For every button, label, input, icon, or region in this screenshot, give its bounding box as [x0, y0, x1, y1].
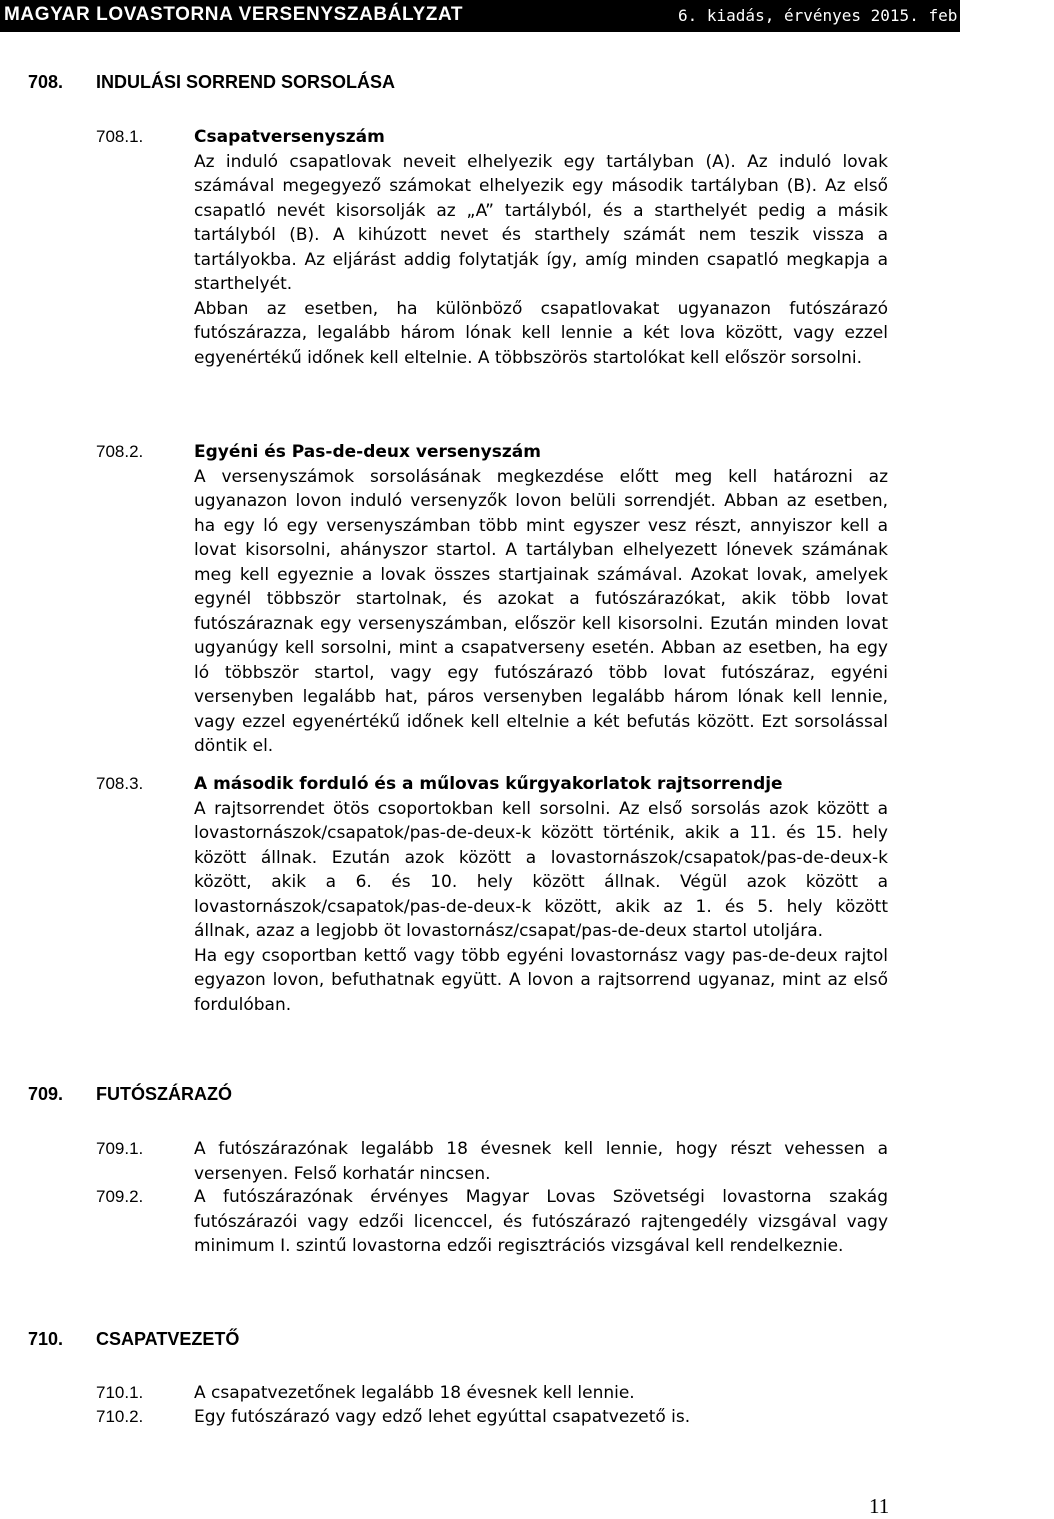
section-number: 710.1.: [96, 1383, 144, 1402]
section-number: 710.2.: [96, 1407, 144, 1426]
section-708-1: [96, 125, 896, 370]
chapter-title: CSAPATVEZETŐ: [96, 1329, 240, 1349]
chapter-number: 709.: [28, 1084, 64, 1104]
chapter-number: 710.: [28, 1329, 64, 1349]
section-body: [194, 1381, 888, 1406]
section-paragraph: A futószárazónak érvényes Magyar Lovas Szövetségi lovastorna szakág futószárazói vagy edzői licenccel, és futószárazó rajtengedély vizsgával vagy minimum I. szintű lovastorna edzői regisztrációs vizsgával kell rendelkeznie.: [194, 1187, 888, 1256]
section-paragraph: Ha egy csoportban kettő vagy több egyéni lovastornász vagy pas-de-deux rajtol egyazon lovon, befuthatnak együtt. A lovon a rajtsorrend ugyanaz, mint az első fordulóban.: [194, 945, 888, 1015]
section-paragraph: A futószárazónak legalább 18 évesnek kell lennie, hogy részt vehessen a versenyen. Felső korhatár nincsen.: [194, 1139, 888, 1184]
chapter-710-heading: [28, 1329, 239, 1350]
section-709-2: [96, 1185, 896, 1259]
section-paragraph: A versenyszámok sorsolásának megkezdése előtt meg kell határozni az ugyanazon lovon induló versenyzők lovon belüli sorrendjét. Abban az esetben, ha egy ló egy versenyszámban több mint egyszer vesz részt, annyiszor kell a lovat kisorsolni, ahányszor startol. A tartályban elhelyezett lónevek számának meg kell egyeznie a lovak összes startjainak számával. Azokat lovak, amelyek egynél többször startolnak, és azokat a futószárazókat, akik több lovat futószáraznak egy versenyszámban, először kell kisorsolni. Ezután minden lovat ugyanúgy kell sorsolni, mint a csapatverseny esetén. Abban az esetben, ha egy ló többször startol, vagy egy futószárazó több lovat futószáraz, egyéni versenyben legalább hat, páros versenyben legalább három lónak kell lennie, vagy ezzel egyenértékű időnek kell eltelnie a két befutás között. Ezt sorsolással döntik el.: [194, 466, 888, 756]
section-708-2: [96, 440, 896, 759]
section-paragraph: Abban az esetben, ha különböző csapatlovakat ugyanazon futószárazó futószárazza, legalább három lónak kell lennie a két lova között, vagy ezzel egyenértékű időnek kell eltelnie. A többszörös startolókat kell először sorsolni.: [194, 298, 888, 368]
section-title: A második forduló és a műlovas kűrgyakorlatok rajtsorrendje: [194, 774, 783, 794]
section-body: [194, 1137, 888, 1186]
section-body: [194, 1185, 888, 1259]
section-paragraph: Az induló csapatlovak neveit elhelyezik egy tartályban (A). Az induló lovak számával megegyező számokat elhelyezik egy második tartályban (B). Az első csapatló nevét kisorsolják az „A” tartályból, és a starthelyét pedig a másik tartályból (B). A kihúzott nevet és starthely számát nem teszik vissza a tartályokba. Az eljárást addig folytatják így, amíg minden csapatló megkapja a starthelyét.: [194, 151, 888, 294]
section-title: Csapatversenyszám: [194, 127, 385, 147]
chapter-708-heading: [28, 72, 395, 93]
section-number: 708.1.: [96, 127, 144, 146]
section-number: 708.3.: [96, 774, 144, 793]
page-number: 11: [869, 1494, 890, 1518]
section-body: [194, 440, 888, 759]
chapter-title: FUTÓSZÁRAZÓ: [96, 1084, 232, 1104]
chapter-title: INDULÁSI SORREND SORSOLÁSA: [96, 72, 396, 92]
section-710-1: [96, 1381, 896, 1406]
section-title: Egyéni és Pas-de-deux versenyszám: [194, 442, 541, 462]
section-709-1: [96, 1137, 896, 1186]
section-body: [194, 772, 888, 1017]
edition-note: 6. kiadás, érvényes 2015. február 8-tól: [678, 6, 1054, 25]
chapter-709-heading: [28, 1084, 232, 1105]
section-body: [194, 1405, 888, 1430]
section-number: 709.2.: [96, 1187, 144, 1206]
section-710-2: [96, 1405, 896, 1430]
section-paragraph: A csapatvezetőnek legalább 18 évesnek kell lennie.: [194, 1383, 635, 1403]
running-header: [0, 0, 1054, 32]
section-paragraph: A rajtsorrendet ötös csoportokban kell sorsolni. Az első sorsolás azok között a lovastornászok/csapatok/pas-de-deux-k között történik, akik a 11. és 15. hely között állnak. Ezután azok között a lovastornászok/csapatok/pas-de-deux-k között, akik a 6. és 10. hely között állnak. Végül azok között a lovastornászok/csapatok/pas-de-deux-k között, akik az 1. és 5. hely között állnak, azaz a legjobb öt lovastornász/csapat/pas-de-deux startol utoljára.: [194, 798, 888, 941]
section-body: [194, 125, 888, 370]
section-paragraph: Egy futószárazó vagy edző lehet egyúttal csapatvezető is.: [194, 1407, 691, 1427]
chapter-number: 708.: [28, 72, 64, 92]
document-title: MAGYAR LOVASTORNA VERSENYSZABÁLYZAT: [4, 4, 464, 25]
section-708-3: [96, 772, 896, 1017]
section-number: 709.1.: [96, 1139, 144, 1158]
section-number: 708.2.: [96, 442, 144, 461]
